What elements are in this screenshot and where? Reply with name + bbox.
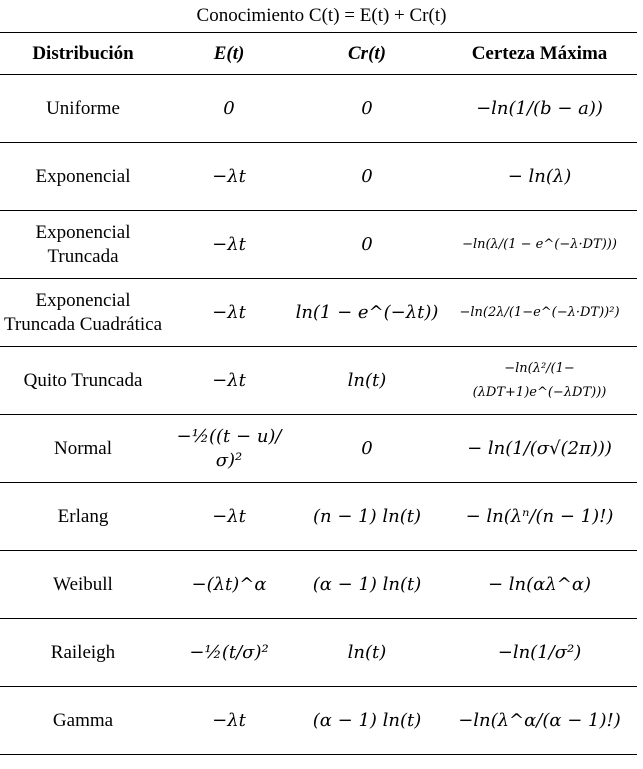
- row-e: −λt: [166, 687, 292, 755]
- row-e: −λt: [166, 279, 292, 347]
- row-name: Normal: [0, 415, 166, 483]
- row-cr: 0: [292, 415, 442, 483]
- row-certeza: − ln(1/(σ√(2π))): [442, 415, 637, 483]
- header-distribucion: Distribución: [0, 33, 166, 75]
- row-name: Quito Truncada: [0, 347, 166, 415]
- table-row: [0, 347, 637, 415]
- row-e: 0: [166, 75, 292, 143]
- row-name: Exponencial Truncada: [0, 211, 166, 279]
- row-e: −λt: [166, 347, 292, 415]
- row-cr: ln(1 − e^(−λt)): [292, 279, 442, 347]
- row-e: −λt: [166, 211, 292, 279]
- row-e: −λt: [166, 143, 292, 211]
- row-name: Gamma: [0, 687, 166, 755]
- row-certeza: −ln(λ/(1 − e^(−λ·DT))): [442, 211, 637, 279]
- table-row: [0, 551, 637, 619]
- row-cr: 0: [292, 75, 442, 143]
- table-row: [0, 687, 637, 755]
- row-certeza: − ln(λ): [442, 143, 637, 211]
- header-cr: Cr(t): [292, 33, 442, 75]
- header-row: [0, 33, 637, 75]
- row-name: Raileigh: [0, 619, 166, 687]
- row-cr: (α − 1) ln(t): [292, 687, 442, 755]
- table-caption: Conocimiento C(t) = E(t) + Cr(t): [196, 5, 447, 26]
- row-certeza: −ln(1/σ²): [442, 619, 637, 687]
- table-row: [0, 619, 637, 687]
- table-row: [0, 143, 637, 211]
- table-row: [0, 483, 637, 551]
- header-certeza: Certeza Máxima: [442, 33, 637, 75]
- row-name: Uniforme: [0, 75, 166, 143]
- row-name: Exponencial: [0, 143, 166, 211]
- row-cr: 0: [292, 211, 442, 279]
- row-certeza: −ln(λ^α/(α − 1)!): [442, 687, 637, 755]
- row-certeza: − ln(λⁿ/(n − 1)!): [442, 483, 637, 551]
- row-e: −(λt)^α: [166, 551, 292, 619]
- row-cr: (n − 1) ln(t): [292, 483, 442, 551]
- row-certeza: − ln(αλ^α): [442, 551, 637, 619]
- row-cr: ln(t): [292, 619, 442, 687]
- table-row: [0, 75, 637, 143]
- row-cr: (α − 1) ln(t): [292, 551, 442, 619]
- row-name: Weibull: [0, 551, 166, 619]
- row-cr: ln(t): [292, 347, 442, 415]
- row-e: −½((t − u)/σ)²: [166, 415, 292, 483]
- distribution-table: [0, 32, 637, 755]
- header-e: E(t): [166, 33, 292, 75]
- table-row: [0, 279, 637, 347]
- table-row: [0, 211, 637, 279]
- row-certeza: −ln(1/(b − a)): [442, 75, 637, 143]
- table-row: [0, 415, 637, 483]
- row-e: −½(t/σ)²: [166, 619, 292, 687]
- row-cr: 0: [292, 143, 442, 211]
- row-e: −λt: [166, 483, 292, 551]
- row-name: Erlang: [0, 483, 166, 551]
- row-certeza: −ln(λ²/(1−(λDT+1)e^(−λDT))): [442, 347, 637, 415]
- row-name: Exponencial Truncada Cuadrática: [0, 279, 166, 347]
- row-certeza: −ln(2λ/(1−e^(−λ·DT))²): [442, 279, 637, 347]
